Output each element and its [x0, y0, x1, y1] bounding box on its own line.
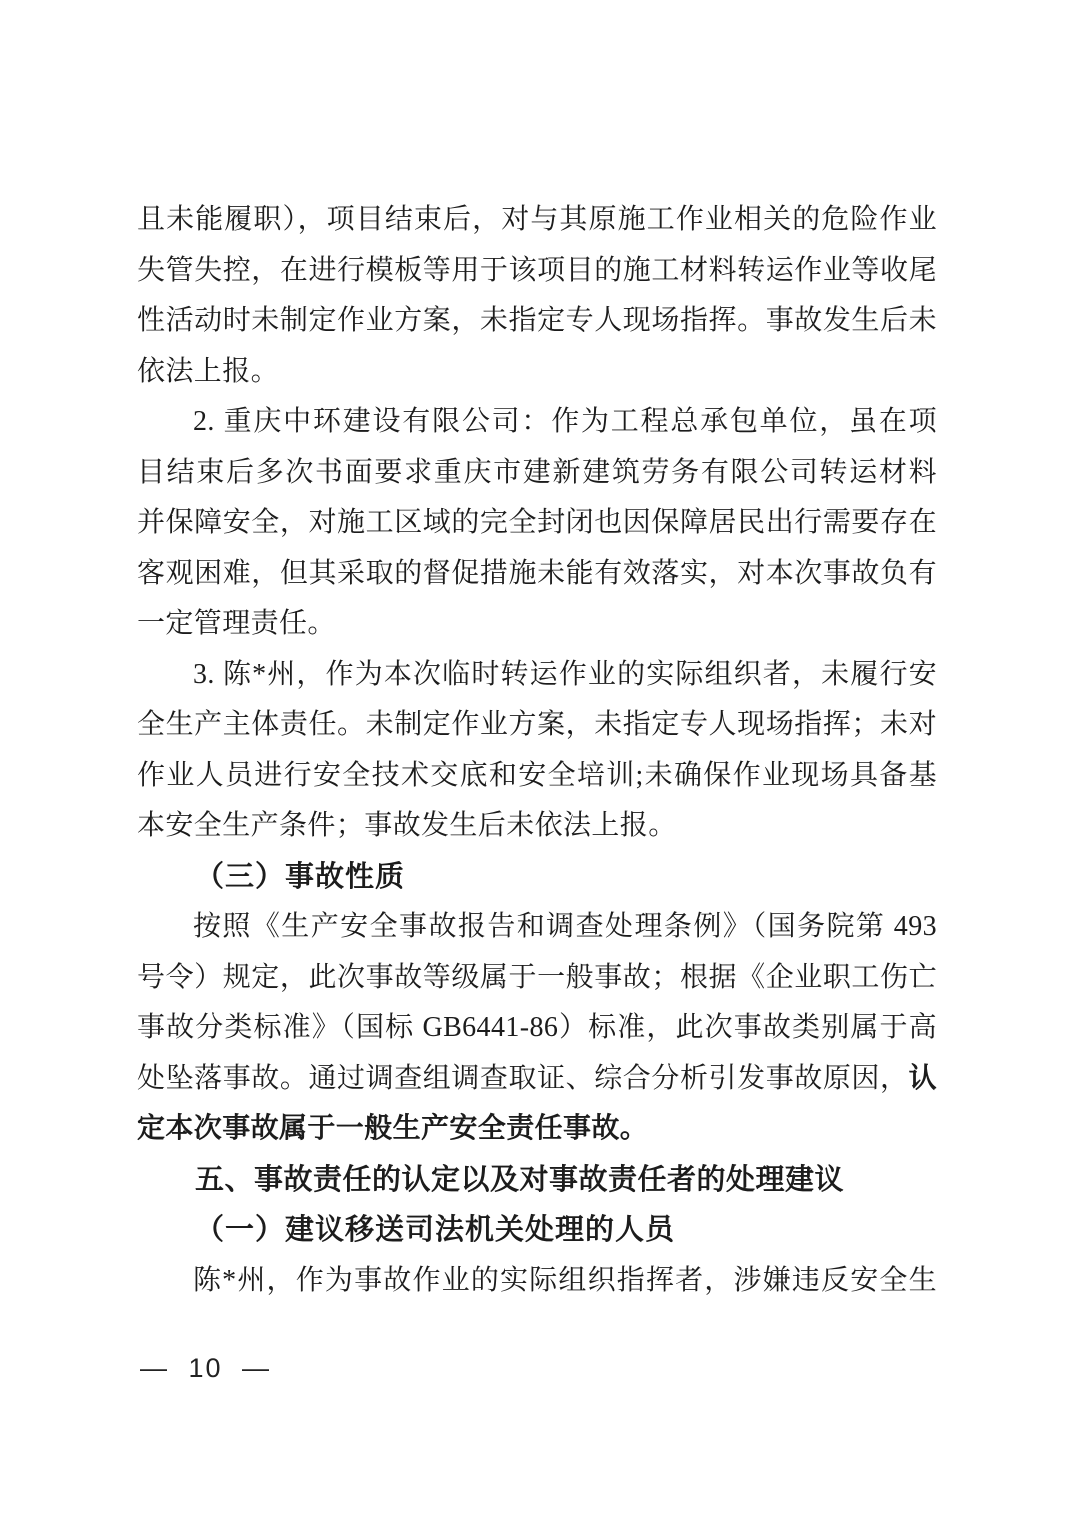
text-line: [137, 1205, 937, 1256]
text-line: [137, 902, 937, 953]
paragraph-accident-nature: [137, 902, 937, 1155]
bold-text-run: 定本次事故属于一般生产安全责任事故。: [137, 1113, 649, 1144]
text-run: 陈*州，作为事故作业的实际组织指挥者，涉嫌违反安全生: [193, 1264, 937, 1296]
page-footer: [140, 1352, 271, 1384]
text-line: [137, 801, 937, 852]
text-line: [137, 1256, 937, 1307]
text-run: 本安全生产条件；事故发生后未依法上报。: [137, 810, 677, 841]
text-run: 并保障安全，对施工区域的完全封闭也因保障居民出行需要存在: [137, 507, 937, 538]
text-line: [137, 296, 937, 347]
text-line: [137, 1155, 937, 1206]
text-line: [137, 448, 937, 499]
text-run: 目结束后多次书面要求重庆市建新建筑劳务有限公司转运材料: [137, 456, 937, 488]
text-run: 客观困难，但其采取的督促措施未能有效落实，对本次事故负有: [137, 557, 937, 589]
text-line: [137, 195, 937, 246]
text-run: 五、事故责任的认定以及对事故责任者的处理建议: [195, 1163, 845, 1196]
text-run: 全生产主体责任。未制定作业方案，未指定专人现场指挥；未对: [137, 709, 937, 740]
text-line: [137, 852, 937, 903]
text-line: [137, 599, 937, 650]
heading-section-3-accident-nature: [137, 852, 937, 903]
text-line: [137, 246, 937, 297]
text-run: 作业人员进行安全技术交底和安全培训;未确保作业现场具备基: [137, 759, 937, 791]
text-run: 处坠落事故。通过调查组调查取证、综合分析引发事故原因，: [137, 1062, 909, 1094]
text-line: [137, 498, 937, 549]
text-line: [137, 751, 937, 802]
document-body: [137, 195, 937, 1306]
text-run: 按照《生产安全事故报告和调查处理条例》（国务院第 493: [193, 911, 937, 942]
text-line: [137, 700, 937, 751]
paragraph-item-2: [137, 397, 937, 650]
heading-section-1-judicial-referral: [137, 1205, 937, 1256]
text-run: 3. 陈*州，作为本次临时转运作业的实际组织者，未履行安: [193, 658, 937, 690]
text-run: 事故分类标准》（国标 GB6441-86）标准，此次事故类别属于高: [137, 1012, 937, 1043]
text-line: [137, 650, 937, 701]
text-run: （三）事故性质: [195, 860, 406, 893]
text-line: [137, 347, 937, 398]
text-line: [137, 1104, 937, 1155]
page-number: — 10 —: [140, 1353, 272, 1383]
text-run: 且未能履职），项目结束后，对与其原施工作业相关的危险作业: [137, 204, 937, 235]
text-line: [137, 1054, 937, 1105]
text-run: （一）建议移送司法机关处理的人员: [195, 1214, 676, 1246]
text-run: 性活动时未制定作业方案，未指定专人现场指挥。事故发生后未: [137, 305, 937, 336]
paragraph-chen-referral: [137, 1256, 937, 1307]
bold-text-run: 认: [908, 1062, 937, 1094]
text-line: [137, 953, 937, 1004]
text-line: [137, 549, 937, 600]
text-run: 号令）规定，此次事故等级属于一般事故；根据《企业职工伤亡: [137, 961, 937, 993]
paragraph-continuation-1: [137, 195, 937, 397]
text-run: 失管失控，在进行模板等用于该项目的施工材料转运作业等收尾: [137, 254, 937, 286]
text-run: 2. 重庆中环建设有限公司：作为工程总承包单位，虽在项: [193, 406, 937, 437]
text-line: [137, 1003, 937, 1054]
text-line: [137, 397, 937, 448]
heading-chapter-5-responsibility: [137, 1155, 937, 1206]
text-run: 依法上报。: [137, 355, 280, 387]
paragraph-item-3: [137, 650, 937, 852]
text-run: 一定管理责任。: [137, 608, 336, 639]
